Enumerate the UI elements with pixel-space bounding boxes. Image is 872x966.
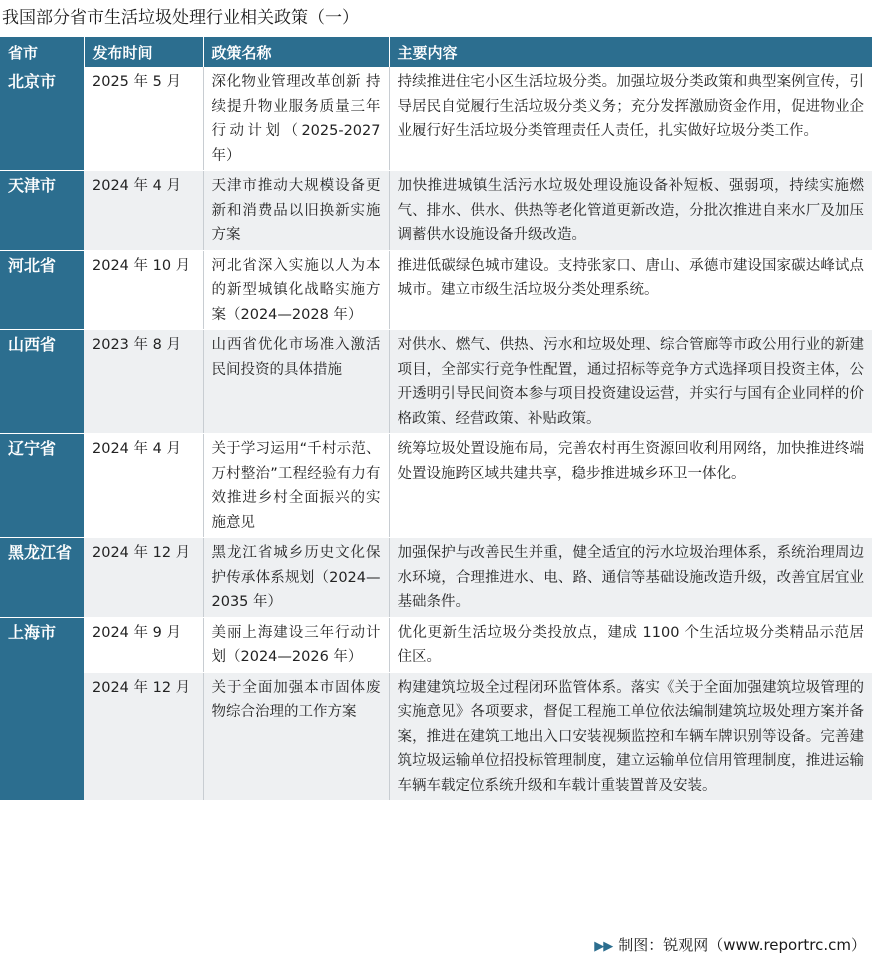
policy-name-cell: 深化物业管理改革创新 持续提升物业服务质量三年行动计划（2025-2027 年）: [203, 67, 389, 171]
table-row: [0, 250, 872, 330]
policy-name-cell: 天津市推动大规模设备更新和消费品以旧换新实施方案: [203, 171, 389, 251]
date-cell: 2024 年 4 月: [84, 434, 203, 538]
table-row: [0, 538, 872, 618]
date-cell: 2024 年 9 月: [84, 617, 203, 672]
date-cell: 2025 年 5 月: [84, 67, 203, 171]
table-header: [0, 37, 872, 67]
source-credit: [594, 933, 866, 959]
header-policy-name: 政策名称: [203, 37, 389, 67]
table-row: [0, 672, 872, 801]
content-cell: 加强保护与改善民生并重，健全适宜的污水垃圾治理体系，系统治理周边水环境，合理推进水、电、路、通信等基础设施改造升级，改善宜居宜业基础条件。: [389, 538, 872, 618]
date-cell: 2024 年 10 月: [84, 250, 203, 330]
table-row: [0, 330, 872, 434]
province-cell: 山西省: [0, 330, 84, 434]
double-play-arrow-icon: ▶▶: [594, 939, 613, 954]
table-row: [0, 171, 872, 251]
page-title: 我国部分省市生活垃圾处理行业相关政策（一）: [2, 8, 359, 28]
province-cell: 上海市: [0, 617, 84, 801]
policy-name-cell: 黑龙江省城乡历史文化保护传承体系规划（2024—2035 年）: [203, 538, 389, 618]
content-cell: 构建建筑垃圾全过程闭环监管体系。落实《关于全面加强建筑垃圾管理的实施意见》各项要求，督促工程施工单位依法编制建筑垃圾处理方案并备案，推进在建筑工地出入口安装视频监控和车辆车牌识别等设备。完善建筑垃圾运输单位招投标管理制度，建立运输单位信用管理制度，推进运输车辆车载定位系统升级和车载计重装置普及安装。: [389, 672, 872, 801]
date-cell: 2023 年 8 月: [84, 330, 203, 434]
header-content: 主要内容: [389, 37, 872, 67]
policy-name-cell: 关于全面加强本市固体废物综合治理的工作方案: [203, 672, 389, 801]
table-row: [0, 434, 872, 538]
header-province: 省市: [0, 37, 84, 67]
table-body: [0, 67, 872, 801]
content-cell: 持续推进住宅小区生活垃圾分类。加强垃圾分类政策和典型案例宣传，引导居民自觉履行生活垃圾分类义务；充分发挥激励资金作用，促进物业企业履行好生活垃圾分类管理责任人责任，扎实做好垃圾分类工作。: [389, 67, 872, 171]
date-cell: 2024 年 12 月: [84, 538, 203, 618]
policy-table: [0, 37, 872, 801]
content-cell: 优化更新生活垃圾分类投放点，建成 1100 个生活垃圾分类精品示范居住区。: [389, 617, 872, 672]
province-cell: 辽宁省: [0, 434, 84, 538]
header-date: 发布时间: [84, 37, 203, 67]
date-cell: 2024 年 12 月: [84, 672, 203, 801]
content-cell: 加快推进城镇生活污水垃圾处理设施设备补短板、强弱项，持续实施燃气、排水、供水、供热等老化管道更新改造，分批次推进自来水厂及加压调蓄供水设施设备升级改造。: [389, 171, 872, 251]
content-cell: 推进低碳绿色城市建设。支持张家口、唐山、承德市建设国家碳达峰试点城市。建立市级生活垃圾分类处理系统。: [389, 250, 872, 330]
source-credit-text: 制图：锐观网（www.reportrc.cm）: [618, 936, 866, 954]
policy-name-cell: 山西省优化市场准入激活民间投资的具体措施: [203, 330, 389, 434]
policy-name-cell: 关于学习运用“千村示范、万村整治”工程经验有力有效推进乡村全面振兴的实施意见: [203, 434, 389, 538]
province-cell: 北京市: [0, 67, 84, 171]
province-cell: 河北省: [0, 250, 84, 330]
table-row: [0, 617, 872, 672]
province-cell: 天津市: [0, 171, 84, 251]
header-row: [0, 37, 872, 67]
content-cell: 对供水、燃气、供热、污水和垃圾处理、综合管廊等市政公用行业的新建项目，全部实行竞争性配置，通过招标等竞争方式选择项目投资主体，公开透明引导民间资本参与项目投资建设运营，并实行与国有企业同样的价格政策、经营政策、补贴政策。: [389, 330, 872, 434]
date-cell: 2024 年 4 月: [84, 171, 203, 251]
content-cell: 统筹垃圾处置设施布局，完善农村再生资源回收利用网络，加快推进终端处置设施跨区域共建共享，稳步推进城乡环卫一体化。: [389, 434, 872, 538]
policy-name-cell: 河北省深入实施以人为本的新型城镇化战略实施方案（2024—2028 年）: [203, 250, 389, 330]
province-cell: 黑龙江省: [0, 538, 84, 618]
table-row: [0, 67, 872, 171]
policy-name-cell: 美丽上海建设三年行动计划（2024—2026 年）: [203, 617, 389, 672]
